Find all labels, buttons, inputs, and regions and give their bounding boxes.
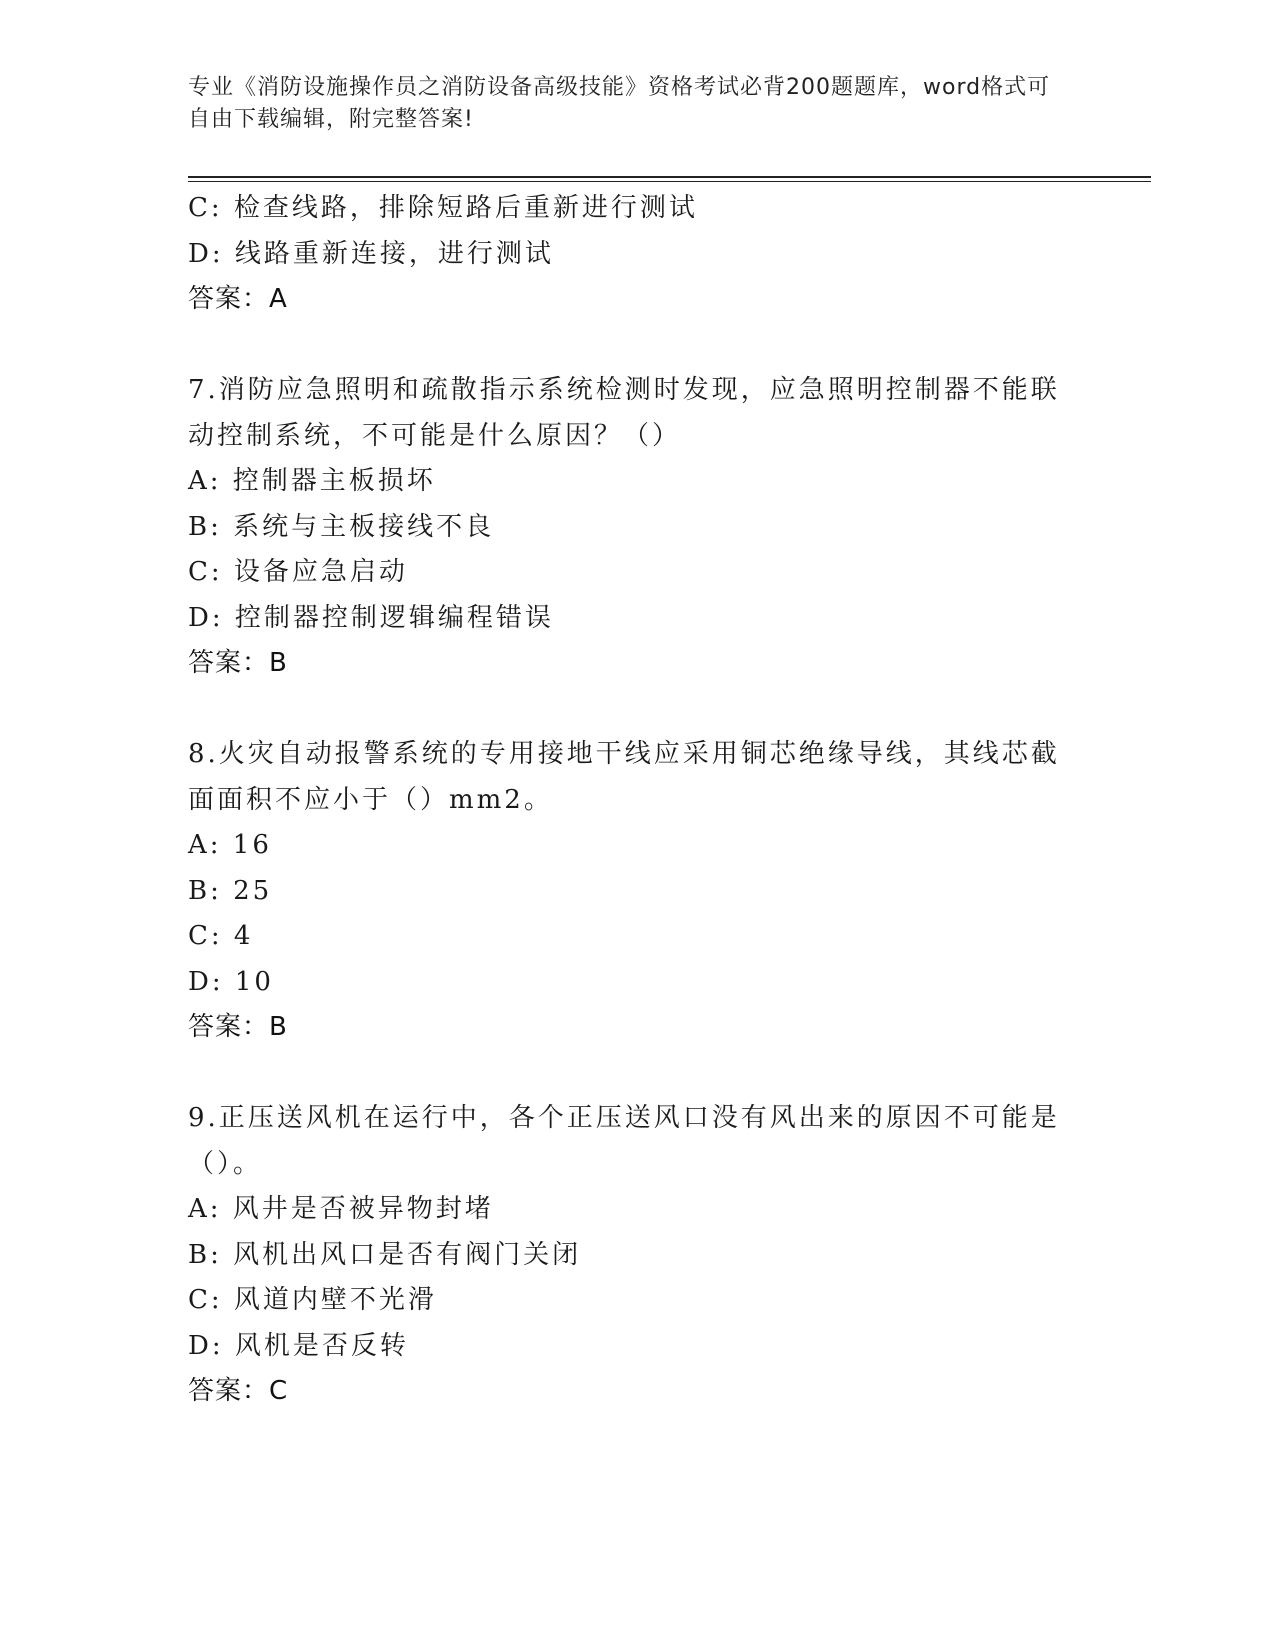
spacer [188, 1051, 1068, 1097]
answer-line: 答案：A [188, 284, 288, 314]
answer-line: 答案：B [188, 1012, 288, 1042]
option-line: C: 风道内壁不光滑 [188, 1285, 437, 1315]
answer-line: 答案：C [188, 1376, 289, 1406]
option-line: B: 风机出风口是否有阀门关闭 [188, 1239, 582, 1270]
option-line: D: 10 [188, 966, 274, 997]
document-body [188, 186, 1068, 1415]
question-text: 9.正压送风机在运行中，各个正压送风口没有风出来的原因不可能是（）。 [188, 1103, 1060, 1179]
answer-line: 答案：B [188, 648, 288, 678]
option-line: A: 控制器主板损坏 [188, 466, 436, 496]
spacer [188, 323, 1068, 369]
header-rule-thin [188, 181, 1151, 182]
option-line: A: 风井是否被异物封堵 [188, 1194, 494, 1224]
option-line: A: 16 [188, 830, 272, 860]
option-line: D: 控制器控制逻辑编程错误 [188, 602, 554, 633]
question-text: 8.火灾自动报警系统的专用接地干线应采用铜芯绝缘导线，其线芯截面面积不应小于（）mm2。 [188, 739, 1060, 815]
option-line: B: 系统与主板接线不良 [188, 511, 495, 542]
option-line: C: 4 [188, 921, 254, 951]
question-text: 7.消防应急照明和疏散指示系统检测时发现，应急照明控制器不能联动控制系统，不可能是什么原因？（） [188, 375, 1060, 451]
option-line: D: 线路重新连接，进行测试 [188, 238, 554, 269]
option-line: D: 风机是否反转 [188, 1330, 409, 1361]
option-line: C: 设备应急启动 [188, 557, 408, 587]
header-rule-thick [188, 176, 1151, 178]
spacer [188, 687, 1068, 733]
document-header: 专业《消防设施操作员之消防设备高级技能》资格考试必背200题题库，word格式可自由下载编辑，附完整答案! [188, 75, 1051, 132]
option-line: C: 检查线路，排除短路后重新进行测试 [188, 193, 698, 223]
option-line: B: 25 [188, 875, 273, 906]
